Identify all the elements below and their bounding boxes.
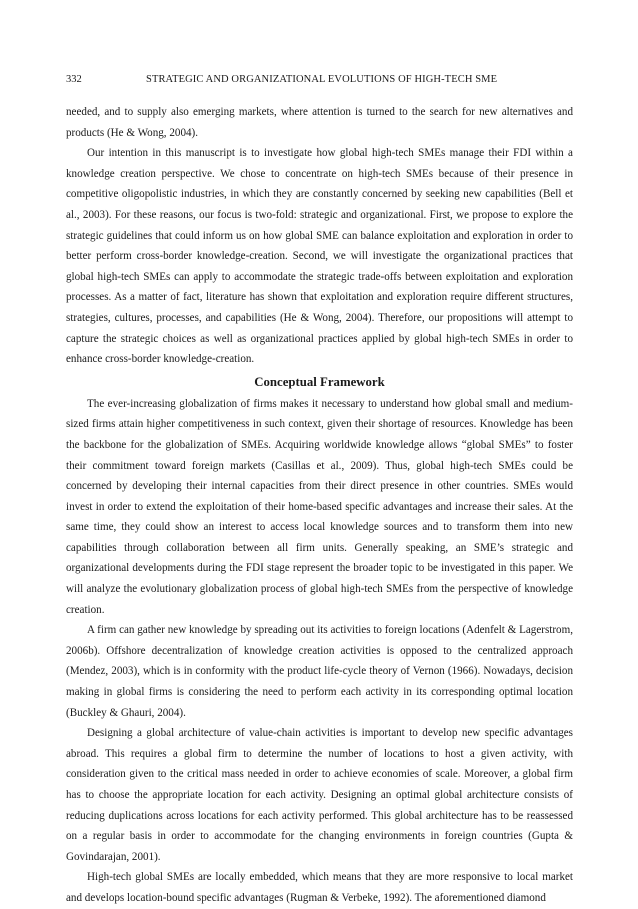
paragraph-local-embeddedness: High-tech global SMEs are locally embedded, which means that they are more responsive to local market and develops location-bound specific advantages (Rugman & Verbeke, 1992). The aforementioned diamond <box>66 871 573 904</box>
section-heading: Conceptual Framework <box>254 374 385 389</box>
paragraph-intention: Our intention in this manuscript is to investigate how global high-tech SMEs manage their FDI within a knowledge creation perspective. We chose to concentrate on high-tech SMEs because of their presence in competitive oligopolistic industries, in which they are constantly concerned by seeking new capabilities (Bell et al., 2003). For these reasons, our focus is two-fold: strategic and organizational. First, we propose to explore the strategic guidelines that could inform us on how global SME can balance exploitation and exploration in order to better perform cross-border knowledge-creation. Second, we will investigate the organizational practices that global high-tech SMEs can apply to accommodate the strategic trade-offs between exploitation and exploration processes. As a matter of fact, literature has shown that exploitation and exploration require different structures, strategies, cultures, processes, and capabilities (He & Wong, 2004). Therefore, our propositions will attempt to capture the strategic choices as well as organizational practices applied by global high-tech SMEs in order to enhance cross-border knowledge-creation. <box>66 147 573 366</box>
body-text <box>66 102 573 909</box>
paragraph-knowledge-gathering: A firm can gather new knowledge by spreading out its activities to foreign locations (Adenfelt & Lagerstrom, 2006b). Offshore decentralization of knowledge creation activities is opposed to the centralized approach (Mendez, 2003), which is in conformity with the product life-cycle theory of Vernon (1966). Nowadays, decision making in global firms is considering the need to perform each activity in its corresponding optimal location (Buckley & Ghauri, 2004). <box>66 624 573 719</box>
page-number: 332 <box>66 74 82 85</box>
paragraph-continued: needed, and to supply also emerging markets, where attention is turned to the search for new alternatives and products (He & Wong, 2004). <box>66 106 573 139</box>
running-header <box>66 72 573 88</box>
running-title: STRATEGIC AND ORGANIZATIONAL EVOLUTIONS OF HIGH-TECH SME <box>146 74 498 85</box>
paragraph-globalization: The ever-increasing globalization of firms makes it necessary to understand how global small and medium-sized firms attain higher competitiveness in such context, given their shortage of resources. Knowledge has been the backbone for the globalization of SMEs. Acquiring worldwide knowledge allows “global SMEs” to foster their commitment toward foreign markets (Casillas et al., 2009). Thus, global high-tech SMEs could be concerned by developing their internal capacities from their direct presence in other countries. SMEs would invest in order to extend the exploitation of their home-based specific advantages and increase their sales. At the same time, they could show an interest to access local knowledge sources and to transform them into new capabilities through collaboration between all firm units. Generally speaking, an SME’s strategic and organizational developments during the FDI stage represent the broader topic to be investigated in this paper. We will analyze the evolutionary globalization process of global high-tech SMEs from the perspective of knowledge creation. <box>66 397 573 616</box>
paragraph-global-architecture: Designing a global architecture of value-chain activities is important to develop new specific advantages abroad. This requires a global firm to determine the number of locations to host a given activity, with consideration given to the critical mass needed in order to achieve economies of scale. Moreover, a global firm has to choose the appropriate location for each activity. Designing an optimal global architecture consists of reducing duplications across locations for each activity performed. This global architecture has to be reassessed on a regular basis in order to accommodate for the changing environments in foreign countries (Gupta & Govindarajan, 2001). <box>66 727 573 863</box>
page <box>66 72 573 909</box>
